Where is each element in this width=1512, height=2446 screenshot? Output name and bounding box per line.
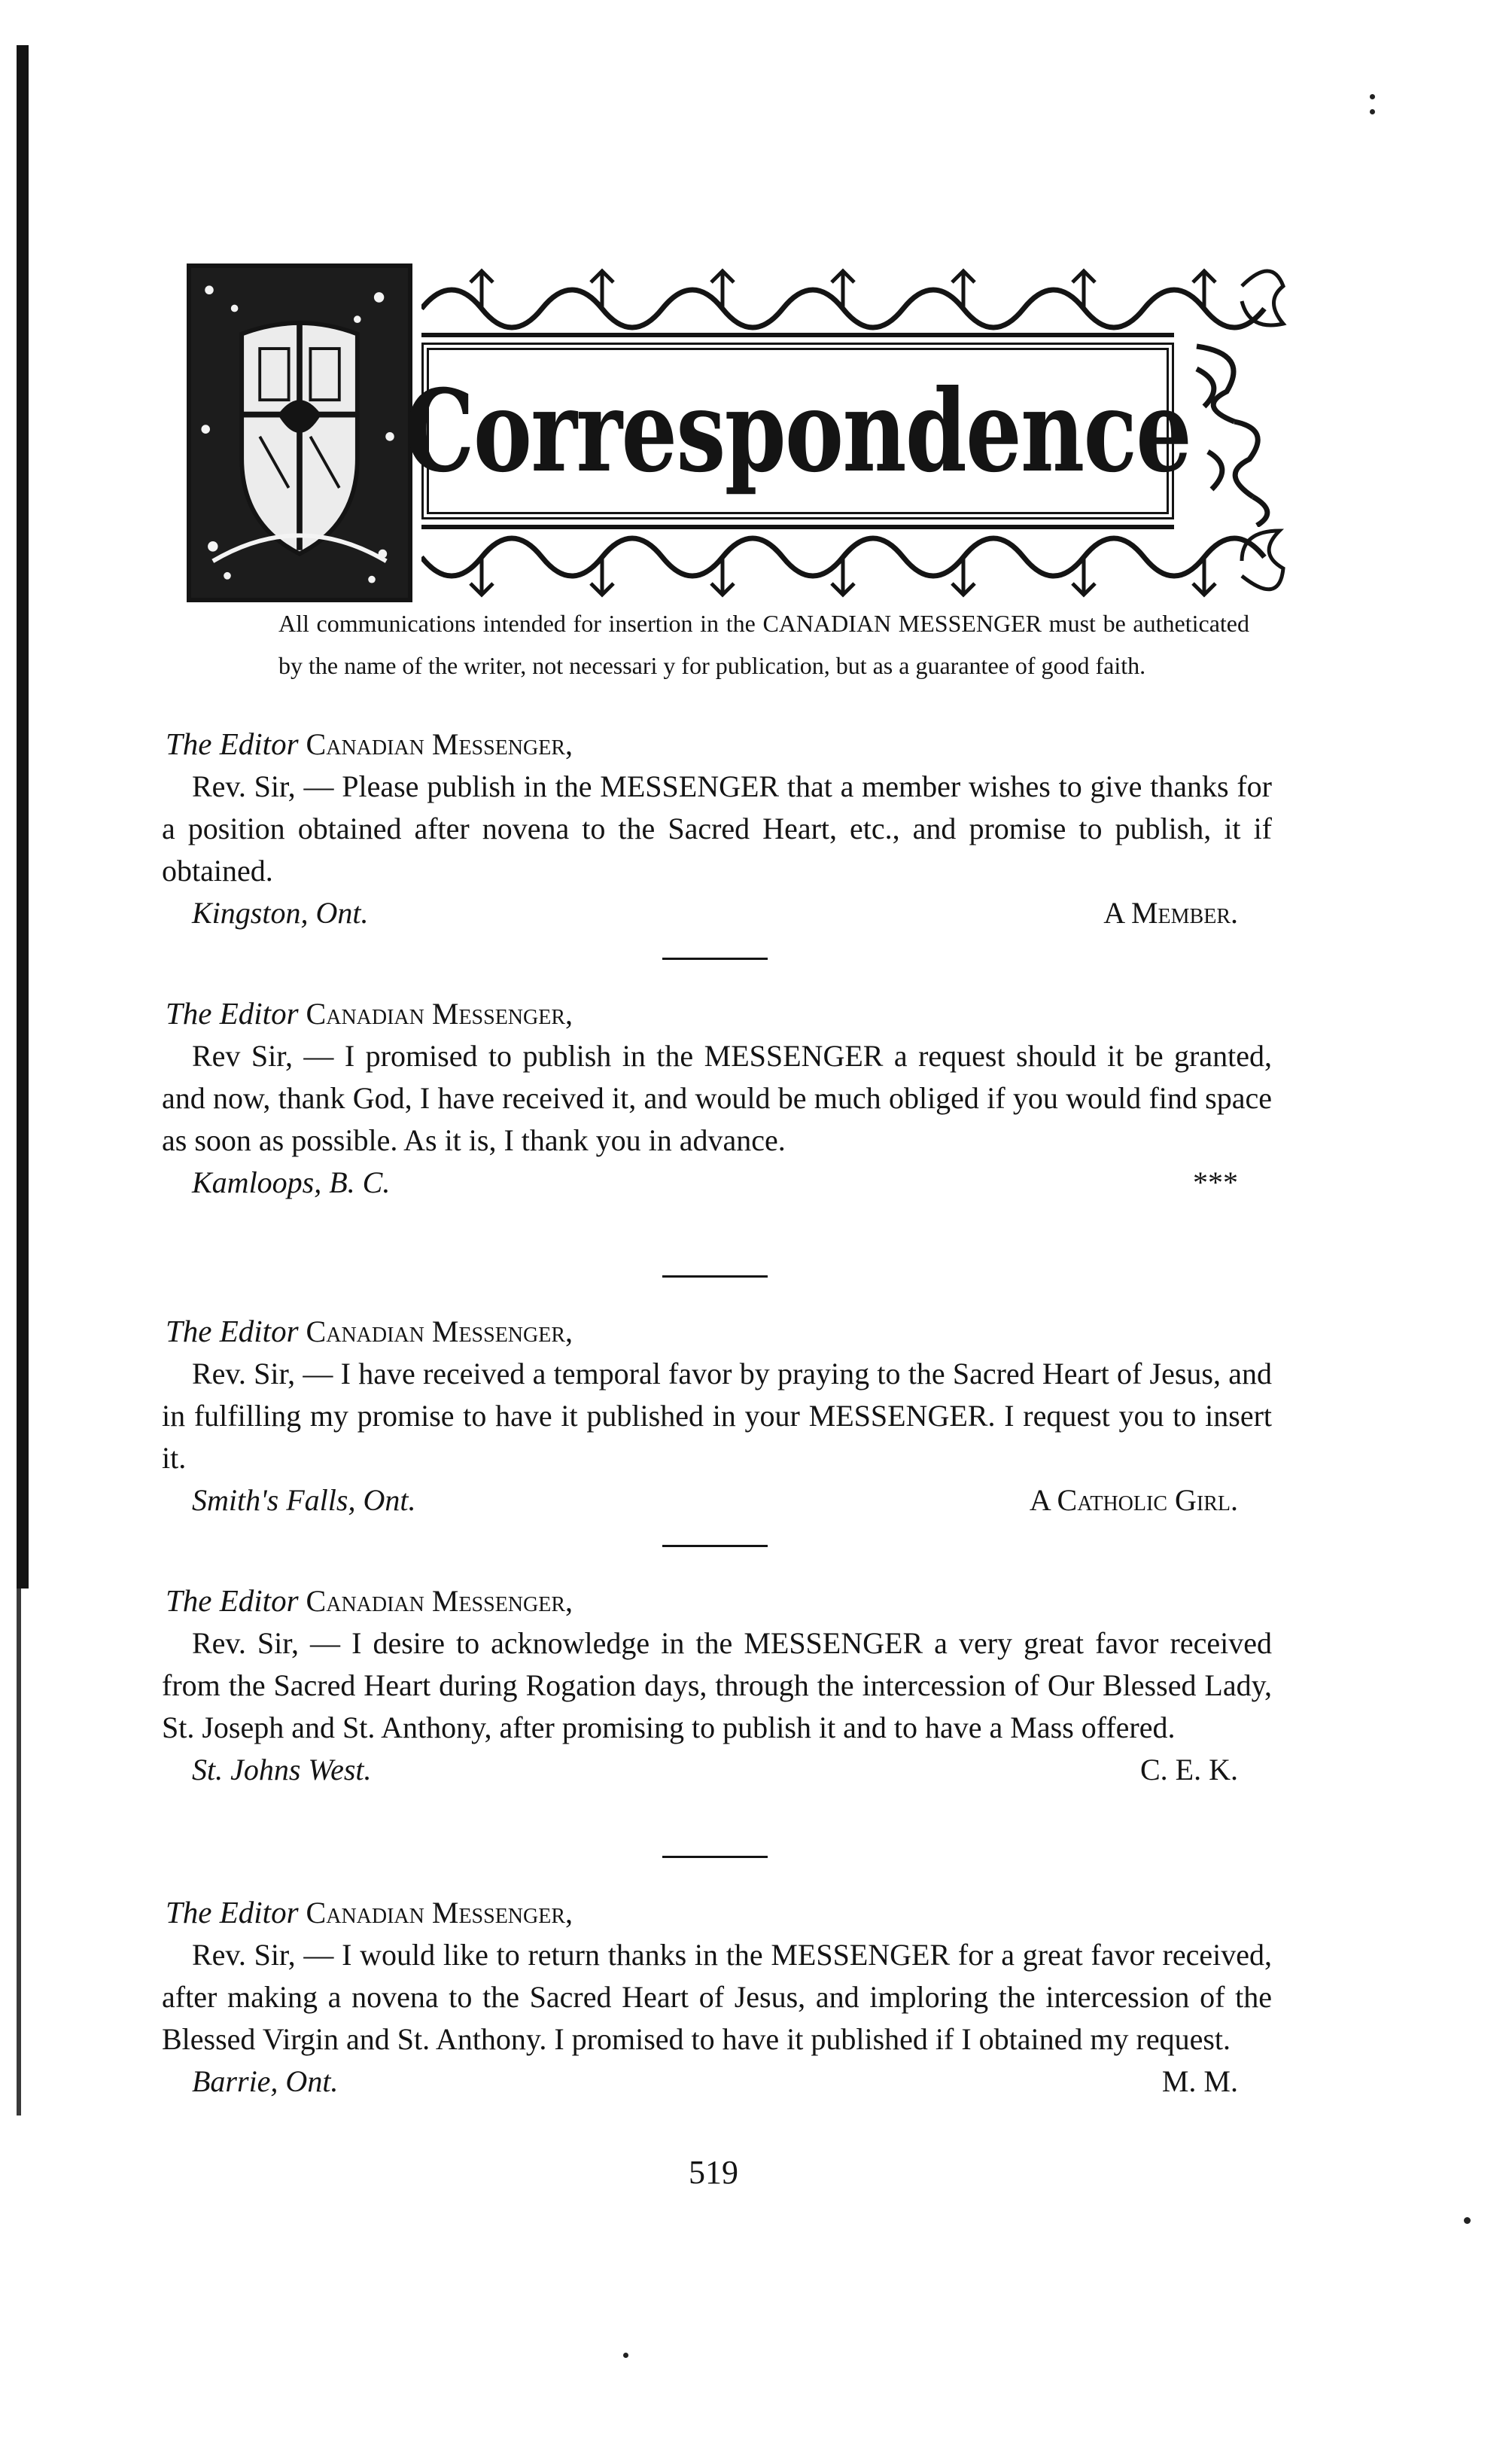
letter-body: Rev. Sir, — Please publish in the MESSENGER that a member wishes to give thanks for a position obtained after novena to the Sacred Heart, etc., and promise to publish, it if obtained. bbox=[162, 769, 1272, 888]
top-vine-ornament bbox=[421, 256, 1287, 339]
letter-signoff bbox=[162, 1749, 1272, 1791]
letter-signoff bbox=[162, 1479, 1272, 1522]
letter-signature: *** bbox=[1193, 1165, 1238, 1199]
salutation: The Editor Canadian Messenger, bbox=[166, 1895, 573, 1930]
correspondence-header bbox=[181, 256, 1287, 610]
crest-illustration bbox=[187, 263, 412, 602]
letter-signature: C. E. K. bbox=[1140, 1753, 1238, 1787]
scan-speck bbox=[623, 2353, 628, 2358]
letter-signature: A Member. bbox=[1103, 896, 1238, 930]
letter-place: Smith's Falls, Ont. bbox=[192, 1483, 416, 1517]
letter-body: Rev Sir, — I promised to publish in the MESSENGER a request should it be granted, and now, thank God, I have received it, and would be much obliged if you would find space as soon as possible. As it is, I thank you in advance. bbox=[162, 1039, 1272, 1157]
page-number: 519 bbox=[689, 2154, 738, 2191]
letter-signoff bbox=[162, 2061, 1272, 2103]
letter bbox=[162, 1310, 1272, 1522]
letter-place: St. Johns West. bbox=[192, 1753, 372, 1787]
divider-rule bbox=[662, 1275, 768, 1278]
submission-notice: All communications intended for insertion in the CANADIAN MESSENGER must be autheticated by the name of the writer, not necessari y for publication, but as a guarantee of good faith. bbox=[278, 610, 1249, 679]
scroll-ornament bbox=[1182, 339, 1287, 527]
scan-left-edge bbox=[17, 45, 29, 1589]
letter-signoff bbox=[162, 1162, 1272, 1204]
letter-signature: M. M. bbox=[1161, 2064, 1238, 2098]
scan-speck bbox=[1464, 2217, 1471, 2224]
letter bbox=[162, 1891, 1272, 2103]
divider-rule bbox=[662, 1856, 768, 1858]
letter-signature: A Catholic Girl. bbox=[1029, 1483, 1238, 1517]
scan-speck bbox=[1370, 109, 1375, 114]
salutation: The Editor Canadian Messenger, bbox=[166, 996, 573, 1031]
letter-place: Kamloops, B. C. bbox=[192, 1165, 391, 1199]
salutation: The Editor Canadian Messenger, bbox=[166, 1314, 573, 1348]
salutation: The Editor Canadian Messenger, bbox=[166, 726, 573, 761]
letter-place: Kingston, Ont. bbox=[192, 896, 369, 930]
letter-signoff bbox=[162, 892, 1272, 934]
letter bbox=[162, 723, 1272, 934]
divider-rule bbox=[662, 958, 768, 960]
letter bbox=[162, 1579, 1272, 1791]
salutation: The Editor Canadian Messenger, bbox=[166, 1583, 573, 1618]
bottom-vine-ornament bbox=[421, 523, 1287, 606]
title-frame bbox=[404, 343, 1191, 519]
letter bbox=[162, 992, 1272, 1204]
letter-body: Rev. Sir, — I have received a temporal favor by praying to the Sacred Heart of Jesus, and in fulfilling my promise to have it published in your MESSENGER. I request you to insert it. bbox=[162, 1357, 1272, 1475]
page-title: Correspondence bbox=[404, 364, 1191, 498]
divider-rule bbox=[662, 1545, 768, 1547]
letter-place: Barrie, Ont. bbox=[192, 2064, 339, 2098]
scan-left-edge-lower bbox=[17, 1589, 21, 2116]
letter-body: Rev. Sir, — I desire to acknowledge in the MESSENGER a very great favor received from the Sacred Heart during Rogation days, through the intercession of Our Blessed Lady, St. Joseph and St. Anthony, after promising to publish it and to have a Mass offered. bbox=[162, 1626, 1272, 1744]
letter-body: Rev. Sir, — I would like to return thanks in the MESSENGER for a great favor received, after making a novena to the Sacred Heart of Jesus, and imploring the intercession of the Blessed Virgin and St. Anthony. I promised to have it published if I obtained my request. bbox=[162, 1938, 1272, 2056]
scan-speck bbox=[1370, 94, 1375, 99]
